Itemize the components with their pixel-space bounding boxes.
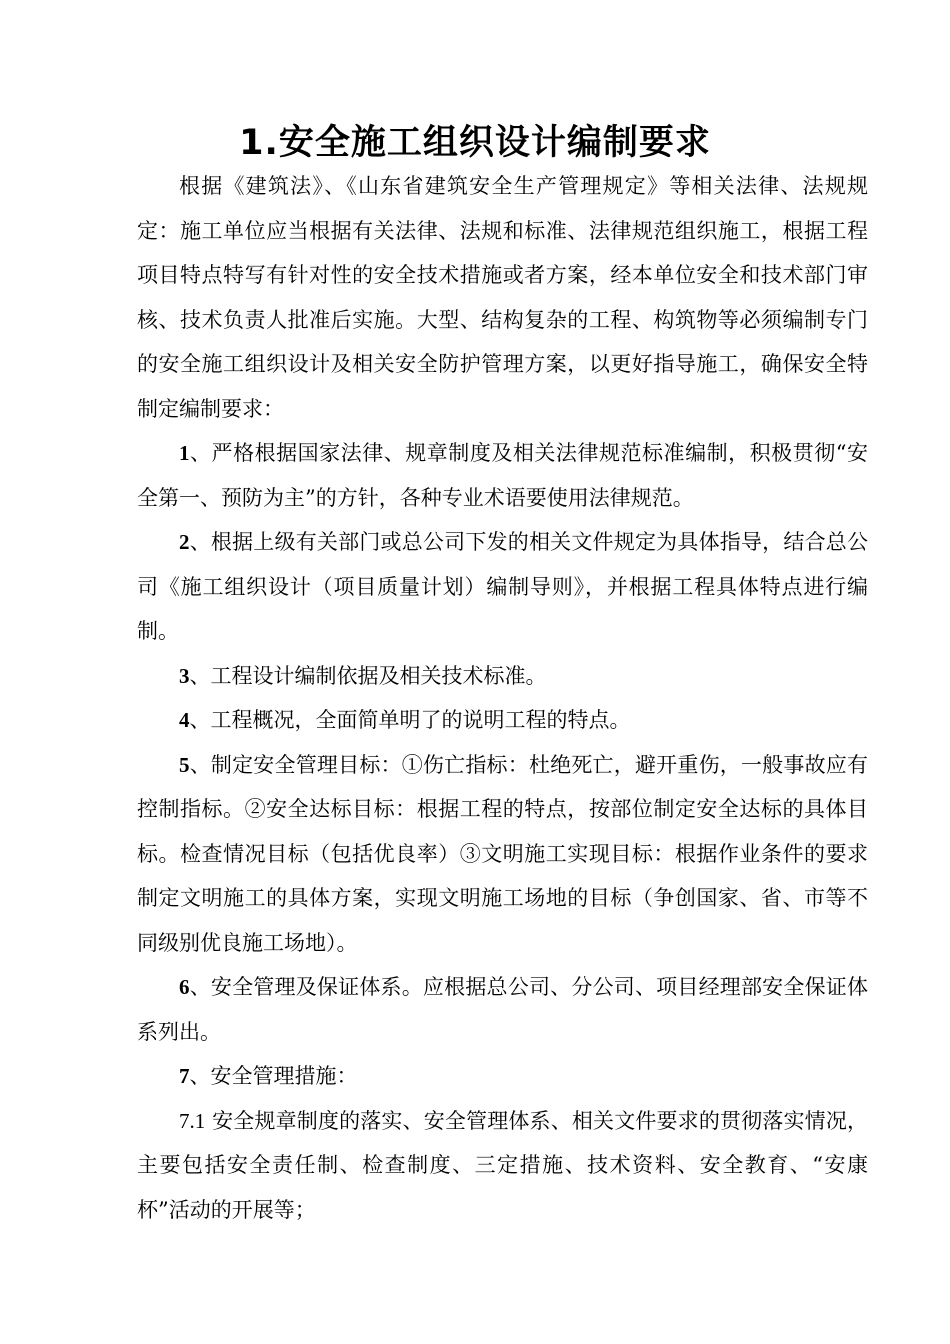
item-number: 6 [179,975,190,999]
sub-item-text: 安全规章制度的落实、安全管理体系、相关文件要求的贯彻落实情况，主要包括安全责任制、检查制度、三定措施、技术资料、安全教育、“安康杯”活动的开展等； [137,1108,868,1222]
list-item-4 [137,698,868,743]
item-number: 1 [179,441,190,465]
intro-paragraph: 根据《建筑法》、《山东省建筑安全生产管理规定》等相关法律、法规规定：施工单位应当根据有关法律、法规和标准、法律规范组织施工，根据工程项目特点特写有针对性的安全技术措施或者方案，经本单位安全和技术部门审核、技术负责人批准后实施。大型、结构复杂的工程、构筑物等必须编制专门的安全施工组织设计及相关安全防护管理方案，以更好指导施工，确保安全特制定编制要求： [137,174,868,421]
item-number: 4 [179,708,190,732]
item-number: 3 [179,663,190,688]
document-body [137,164,868,1232]
item-number: 7 [179,1064,190,1088]
item-number: 2 [179,530,190,554]
item-text: 、制定安全管理目标：①伤亡指标：杜绝死亡，避开重伤，一般事故应有控制指标。②安全达标目标：根据工程的特点，按部位制定安全达标的具体目标。检查情况目标（包括优良率）③文明施工实现目标：根据作业条件的要求制定文明施工的具体方案，实现文明施工场地的目标（争创国家、省、市等不同级别优良施工场地）。 [137,752,868,955]
item-text: 、安全管理及保证体系。应根据总公司、分公司、项目经理部安全保证体系列出。 [137,975,868,1044]
item-text: 、工程概况，全面简单明了的说明工程的特点。 [189,708,631,732]
item-text: 、安全管理措施： [189,1064,358,1088]
list-item-1 [137,431,868,520]
item-text: 、工程设计编制依据及相关技术标准。 [189,663,547,688]
document-title: 1.安全施工组织设计编制要求 [239,123,711,163]
list-item-7 [137,1054,868,1099]
item-number: 5 [179,752,190,777]
list-item-3 [137,654,868,699]
list-item-2 [137,520,868,654]
list-item-5 [137,743,868,966]
item-text: 、严格根据国家法律、规章制度及相关法律规范标准编制，积极贯彻“安全第一、预防为主”的方针，各种专业术语要使用法律规范。 [137,441,868,510]
item-text: 、根据上级有关部门或总公司下发的相关文件规定为具体指导，结合总公司《施工组织设计（项目质量计划）编制导则》，并根据工程具体特点进行编制。 [137,530,868,643]
list-item-6 [137,965,868,1054]
sub-item-number: 7.1 [179,1108,206,1133]
sub-item-7-1 [137,1099,868,1233]
